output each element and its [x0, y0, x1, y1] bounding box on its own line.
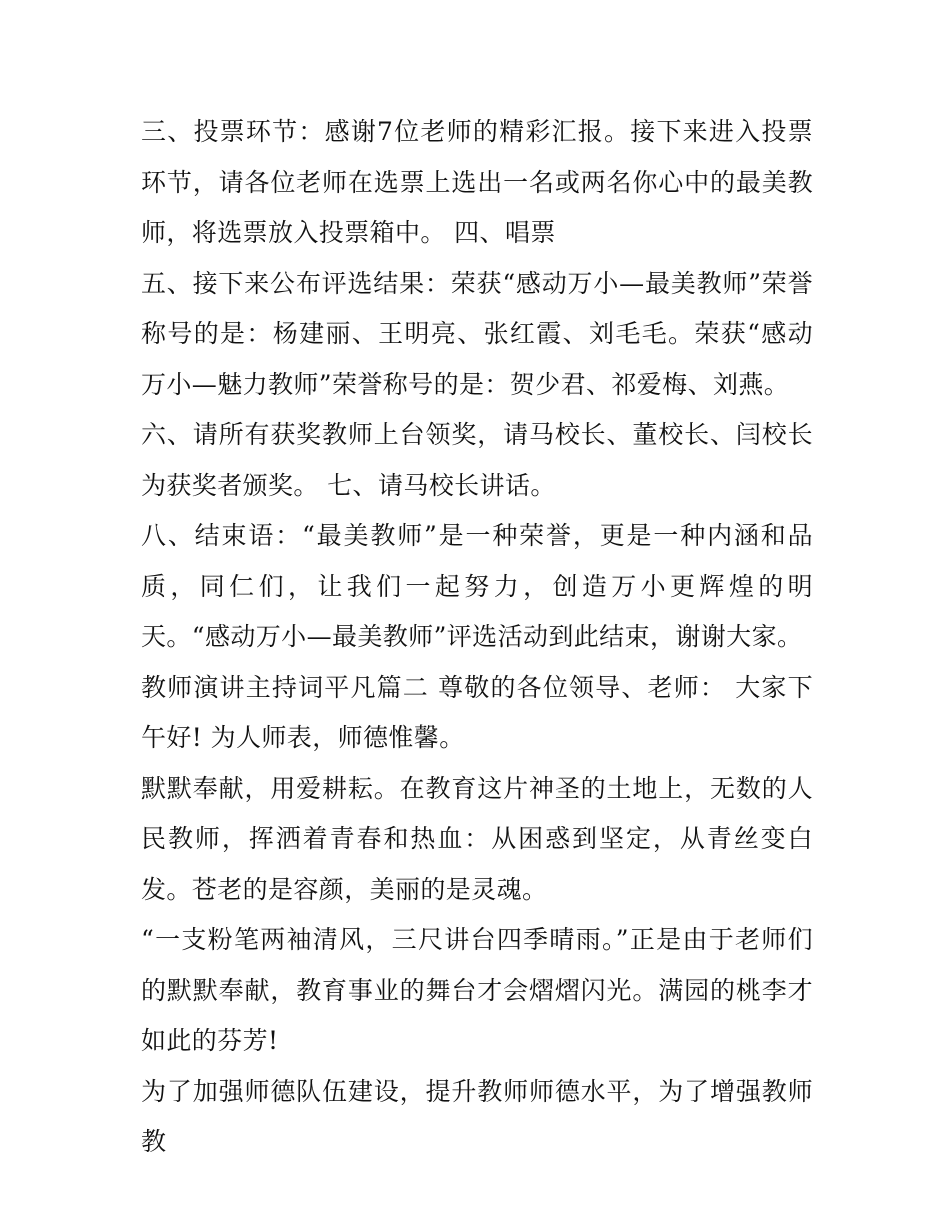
paragraph-quote: “一支粉笔两袖清风，三尺讲台四季晴雨。”正是由于老师们的默默奉献，教育事业的舞台才会熠熠闪光。满园的桃李才如此的芬芳! [141, 925, 813, 1055]
paragraph-awards: 六、请所有获奖教师上台领奖，请马校长、董校长、闫校长为获奖者颁奖。 七、请马校长讲话。 [141, 420, 813, 500]
paragraph-speech-intro: 教师演讲主持词平凡篇二 尊敬的各位领导、老师： 大家下午好! 为人师表，师德惟馨。 [141, 672, 813, 752]
paragraph-dedication: 默默奉献，用爱耕耘。在教育这片神圣的土地上，无数的人民教师，挥洒着青春和热血：从困惑到坚定，从青丝变白发。苍老的是容颜，美丽的是灵魂。 [141, 773, 813, 904]
paragraph-ethics: 为了加强师德队伍建设，提升教师师德水平，为了增强教师教 [141, 1076, 813, 1156]
paragraph-voting: 三、投票环节：感谢7位老师的精彩汇报。接下来进入投票环节，请各位老师在选票上选出一名或两名你心中的最美教师，将选票放入投票箱中。 四、唱票 [141, 117, 813, 247]
paragraph-closing: 八、结束语：“最美教师”是一种荣誉，更是一种内涵和品质，同仁们，让我们一起努力，创造万小更辉煌的明天。“感动万小—最美教师”评选活动到此结束，谢谢大家。 [141, 521, 813, 651]
paragraph-results: 五、接下来公布评选结果：荣获“感动万小—最美教师”荣誉称号的是：杨建丽、王明亮、张红霞、刘毛毛。荣获“感动万小—魅力教师”荣誉称号的是：贺少君、祁爱梅、刘燕。 [141, 268, 813, 399]
document-body [141, 107, 813, 1168]
